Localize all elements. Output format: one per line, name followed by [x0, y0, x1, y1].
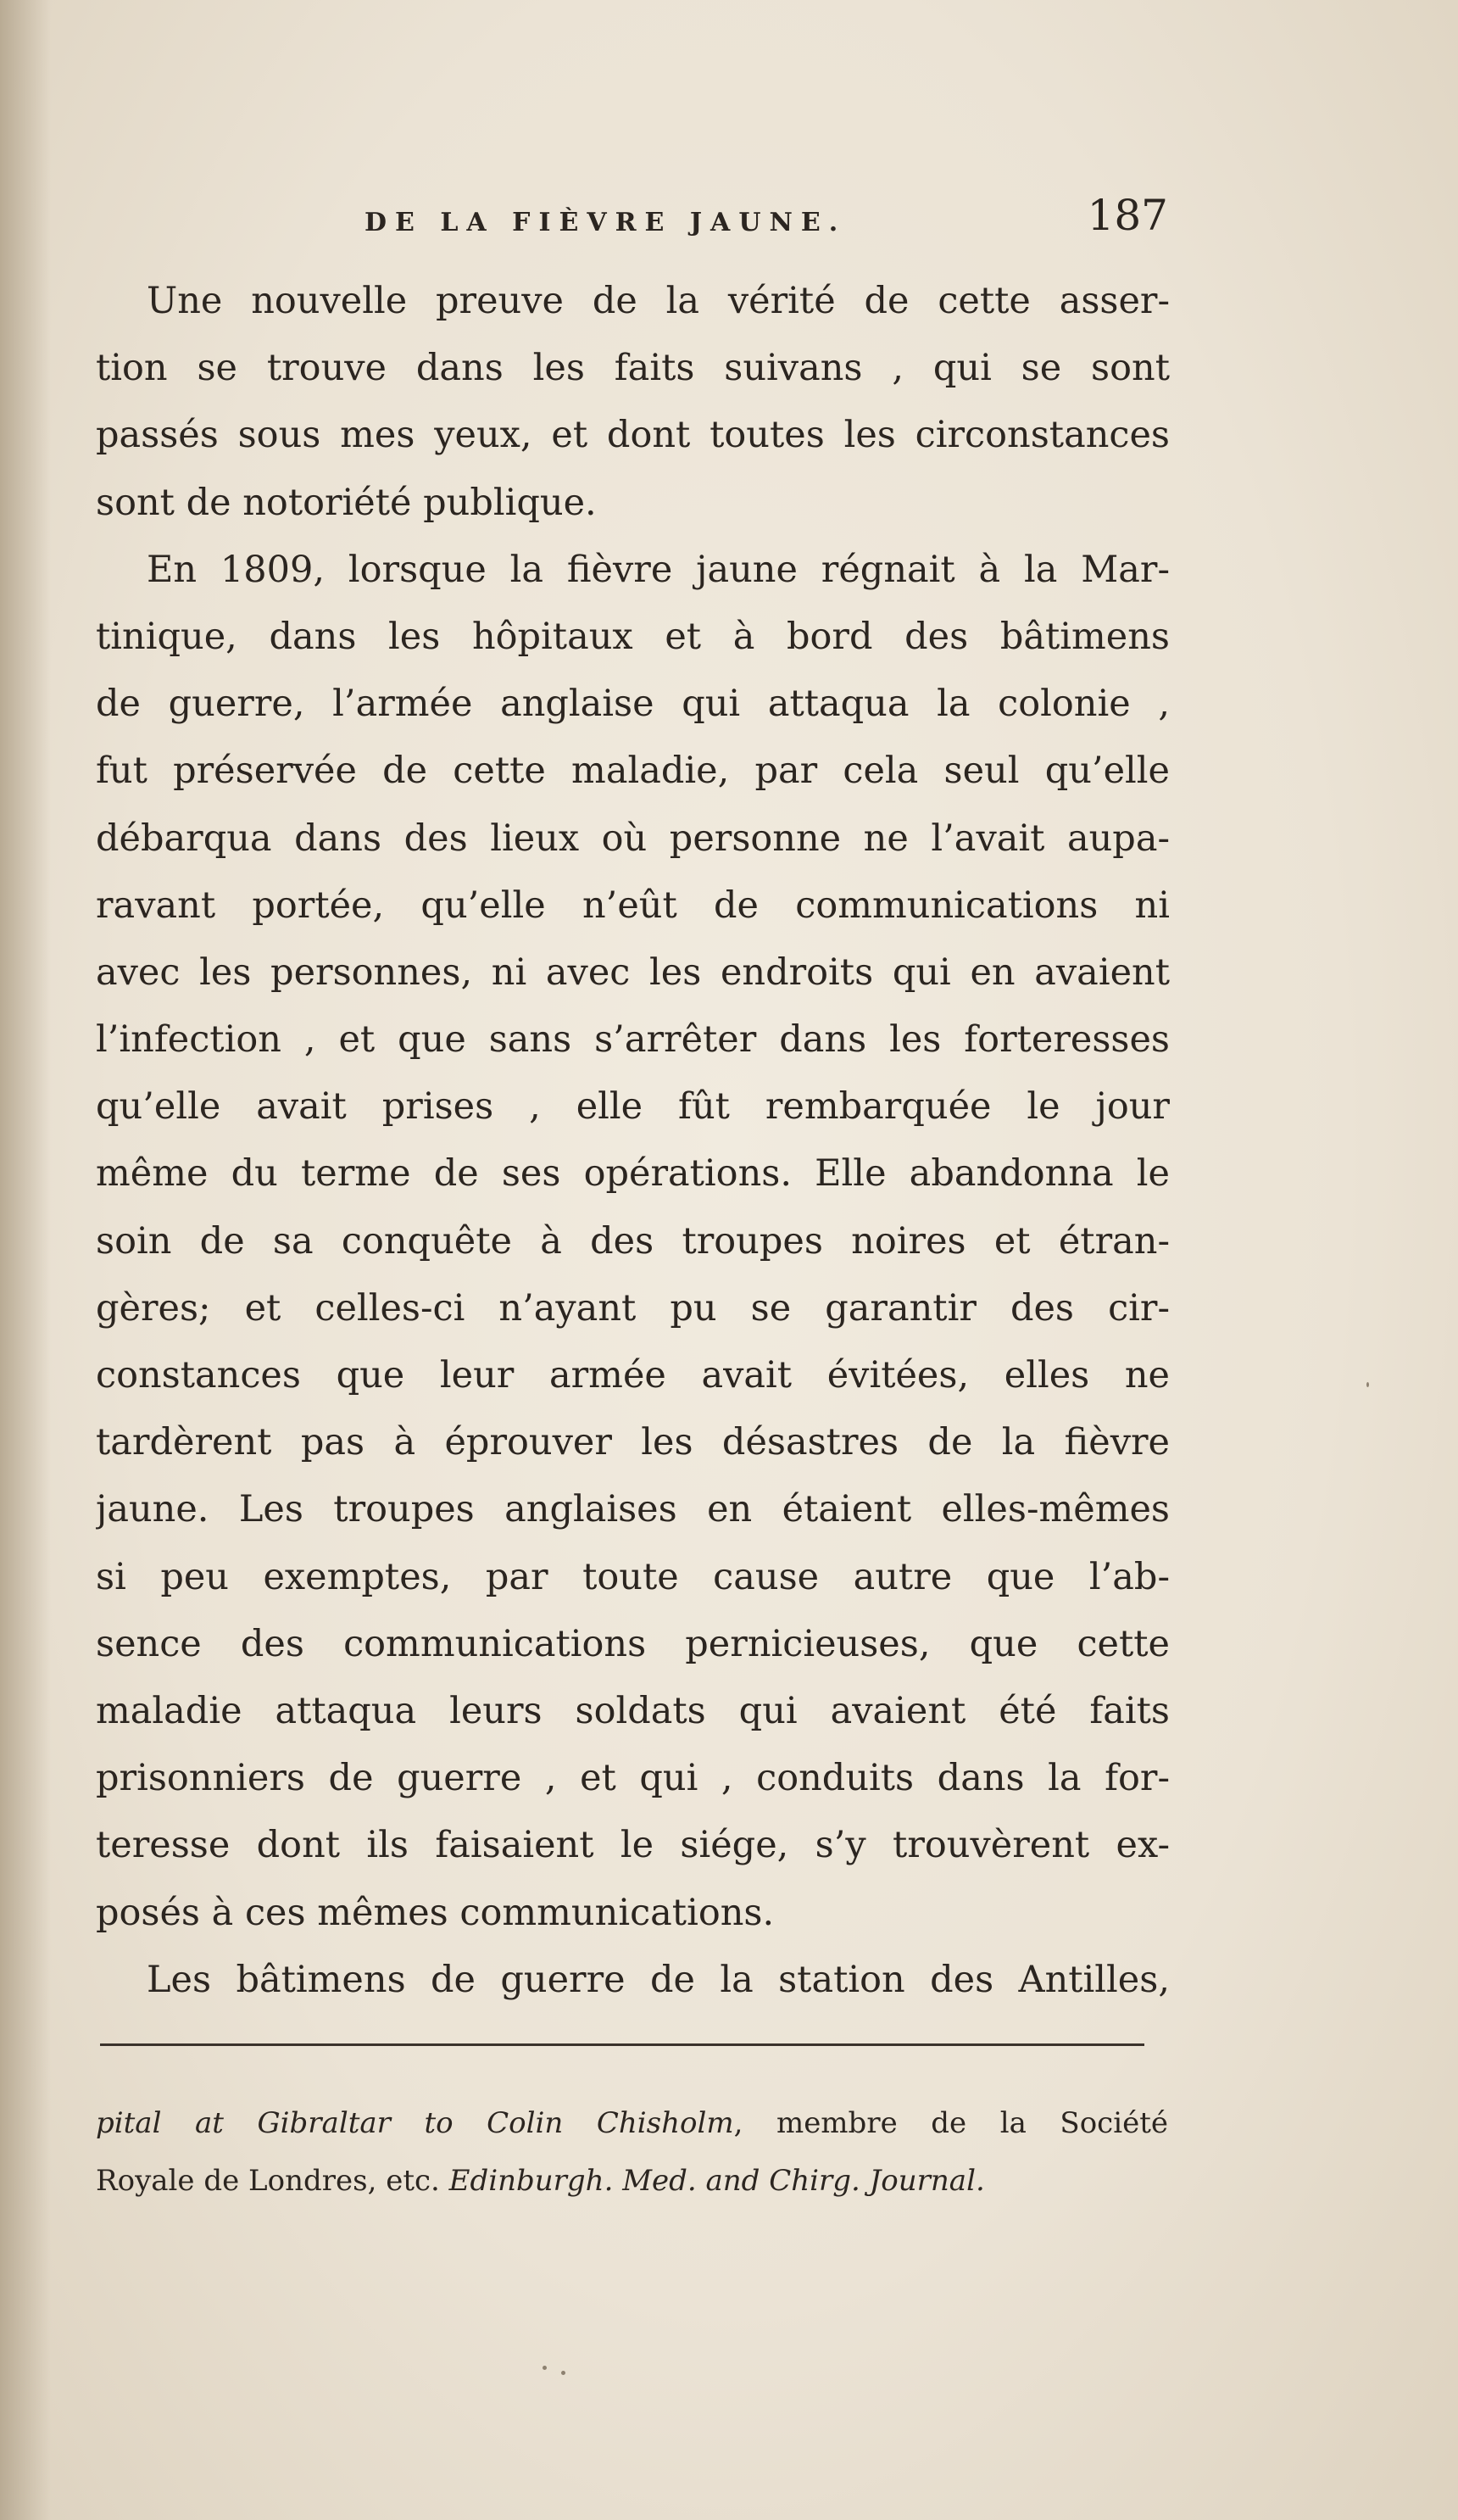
- text-line: constances que leur armée avait évitées, elles ne: [96, 1354, 1170, 1397]
- text-line: tardèrent pas à éprouver les désastres de la fièvre: [96, 1421, 1170, 1464]
- text-line: l’infection , et que sans s’arrêter dans les forteresses: [96, 1018, 1170, 1062]
- page-header: [93, 191, 1168, 250]
- text-line: avec les personnes, ni avec les endroits qui en avaient: [96, 951, 1170, 994]
- text-line: fut préservée de cette maladie, par cela seul qu’elle: [96, 750, 1170, 793]
- text-line: passés sous mes yeux, et dont toutes les circonstances: [96, 414, 1170, 457]
- text-line: tinique, dans les hôpitaux et à bord des bâtimens: [96, 615, 1170, 658]
- text-line: maladie attaqua leurs soldats qui avaient été faits: [96, 1689, 1170, 1732]
- text-line: tion se trouve dans les faits suivans , qui se sont: [96, 347, 1170, 390]
- footnote-line: [96, 2152, 1168, 2210]
- text-line: Une nouvelle preuve de la vérité de cette asser-: [147, 280, 1170, 322]
- page-edge-shadow: [0, 0, 51, 2520]
- footnote-citation: pital at Gibraltar to Colin Chisholm: [96, 2106, 734, 2140]
- page-number: 187: [1087, 191, 1168, 240]
- footnote-rule: [100, 2043, 1144, 2046]
- text-line: teresse dont ils faisaient le siége, s’y trouvèrent ex-: [96, 1824, 1170, 1867]
- paper-speck: [1366, 1382, 1369, 1387]
- text-line: soin de sa conquête à des troupes noires et étran-: [96, 1219, 1170, 1263]
- running-head: DE LA FIÈVRE JAUNE.: [364, 208, 847, 237]
- text-line: ravant portée, qu’elle n’eût de communications ni: [96, 884, 1170, 927]
- text-line: En 1809, lorsque la fièvre jaune régnait à la Mar-: [147, 548, 1170, 591]
- footnote-line: [96, 2094, 1168, 2152]
- text-line: posés à ces mêmes communications.: [96, 1891, 775, 1934]
- text-line: débarqua dans des lieux où personne ne l’avait aupa-: [96, 817, 1170, 860]
- text-line: qu’elle avait prises , elle fût rembarquée le jour: [96, 1085, 1170, 1129]
- text-line: jaune. Les troupes anglaises en étaient elles-mêmes: [96, 1488, 1170, 1531]
- footnote-citation: Edinburgh. Med. and Chirg. Journal.: [448, 2164, 985, 2198]
- paper-speck: [543, 2366, 547, 2370]
- footnote-text: , membre de la Société: [733, 2106, 1168, 2140]
- text-line: sont de notoriété publique.: [96, 481, 597, 524]
- text-line: prisonniers de guerre , et qui , conduits dans la for-: [96, 1757, 1170, 1800]
- main-text: [96, 268, 1170, 2014]
- footnote: [96, 2094, 1168, 2210]
- text-line: Les bâtimens de guerre de la station des Antilles,: [147, 1958, 1170, 2001]
- paper-speck: [561, 2371, 565, 2375]
- text-line: si peu exemptes, par toute cause autre que l’ab-: [96, 1555, 1170, 1598]
- text-line: gères; et celles-ci n’ayant pu se garantir des cir-: [96, 1286, 1170, 1330]
- text-line: sence des communications pernicieuses, que cette: [96, 1622, 1170, 1665]
- text-line: de guerre, l’armée anglaise qui attaqua la colonie ,: [96, 683, 1170, 726]
- text-line: même du terme de ses opérations. Elle abandonna le: [96, 1152, 1170, 1196]
- footnote-text: Royale de Londres, etc.: [96, 2164, 449, 2198]
